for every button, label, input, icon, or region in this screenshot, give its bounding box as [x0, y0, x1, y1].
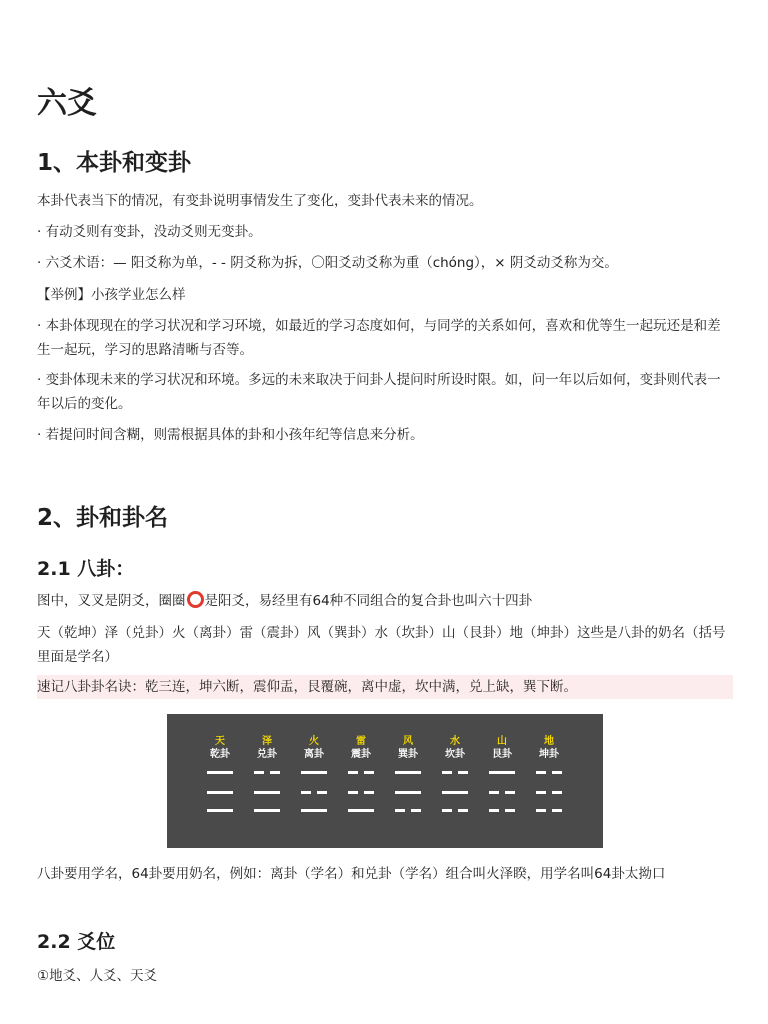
yin-line: [348, 791, 374, 794]
paragraph-text-after: 是阳爻，易经里有64种不同组合的复合卦也叫六十四卦: [204, 593, 533, 609]
subsection-2-1-paragraph-4: 八卦要用学名，64卦要用奶名，例如：离卦（学名）和兑卦（学名）组合叫火泽睽，用学名叫64卦太拗口: [37, 866, 666, 882]
trigram-nature-label: 雷: [356, 736, 366, 747]
section-1-heading: 1、本卦和变卦: [37, 150, 192, 176]
trigram-name-label: 坎卦: [445, 749, 465, 760]
yang-line: [254, 791, 280, 794]
subsection-2-2-paragraph-1: ①地爻、人爻、天爻: [37, 968, 158, 984]
yin-line: [536, 771, 562, 774]
red-circle-icon: [187, 591, 204, 608]
trigram-nature-label: 山: [497, 736, 507, 747]
section-1-paragraph-2: · 有动爻则有变卦，没动爻则无变卦。: [37, 224, 262, 240]
yin-line: [395, 809, 421, 812]
trigram-nature-label: 风: [403, 736, 413, 747]
yin-line: [442, 809, 468, 812]
trigram-name-label: 坤卦: [539, 749, 559, 760]
trigram-nature-label: 火: [309, 736, 319, 747]
trigram-1: [200, 714, 240, 848]
subsection-2-1-paragraph-1: [37, 589, 733, 613]
yin-line: [536, 809, 562, 812]
trigram-2: [247, 714, 287, 848]
trigram-3: [294, 714, 334, 848]
yin-line: [489, 809, 515, 812]
section-1-paragraph-7: · 若提问时间含糊，则需根据具体的卦和小孩年纪等信息来分析。: [37, 427, 424, 443]
trigram-name-label: 兑卦: [257, 749, 277, 760]
yin-line: [348, 771, 374, 774]
trigram-name-label: 乾卦: [210, 749, 230, 760]
page-title: 六爻: [37, 86, 97, 121]
trigram-7: [482, 714, 522, 848]
section-1-paragraph-6: · 变卦体现未来的学习状况和环境。多远的未来取决于问卦人提问时所设时限。如，问一年以后如何，变卦则代表一年以后的变化。: [37, 372, 721, 412]
yin-line: [442, 771, 468, 774]
yin-line: [489, 791, 515, 794]
paragraph-text-before: 图中，叉叉是阴爻，圈圈: [37, 593, 186, 609]
trigram-nature-label: 泽: [262, 736, 272, 747]
trigram-nature-label: 地: [544, 736, 554, 747]
trigram-nature-label: 水: [450, 736, 460, 747]
subsection-2-1-paragraph-2: 天（乾坤）泽（兑卦）火（离卦）雷（震卦）风（巽卦）水（坎卦）山（艮卦）地（坤卦）这些是八卦的奶名（括号里面是学名）: [37, 625, 726, 665]
yang-line: [348, 809, 374, 812]
yin-line: [301, 791, 327, 794]
trigram-nature-label: 天: [215, 736, 225, 747]
trigram-name-label: 震卦: [351, 749, 371, 760]
yin-line: [254, 771, 280, 774]
mnemonic-highlight: 速记八卦卦名诀：乾三连，坤六断，震仰盂，艮覆碗，离中虚，坎中满，兑上缺，巽下断。: [37, 675, 733, 699]
yang-line: [395, 791, 421, 794]
section-2-heading: 2、卦和卦名: [37, 505, 169, 531]
yin-line: [536, 791, 562, 794]
yang-line: [395, 771, 421, 774]
trigram-6: [435, 714, 475, 848]
trigram-5: [388, 714, 428, 848]
section-1-paragraph-3: · 六爻术语：— 阳爻称为单，- - 阴爻称为拆，〇阳爻动爻称为重（chóng），× 阴爻动爻称为交。: [37, 255, 618, 271]
trigram-8: [529, 714, 569, 848]
yang-line: [301, 771, 327, 774]
trigram-name-label: 离卦: [304, 749, 324, 760]
section-1-paragraph-1: 本卦代表当下的情况，有变卦说明事情发生了变化，变卦代表未来的情况。: [37, 193, 483, 209]
subsection-2-2-heading: 2.2 爻位: [37, 931, 116, 953]
trigram-name-label: 艮卦: [492, 749, 512, 760]
yang-line: [207, 809, 233, 812]
eight-trigrams-diagram: [167, 714, 603, 848]
yang-line: [442, 791, 468, 794]
yang-line: [489, 771, 515, 774]
subsection-2-1-heading: 2.1 八卦：: [37, 558, 135, 580]
section-1-paragraph-5: · 本卦体现现在的学习状况和学习环境，如最近的学习态度如何，与同学的关系如何，喜欢和优等生一起玩还是和差生一起玩，学习的思路清晰与否等。: [37, 318, 721, 358]
yang-line: [254, 809, 280, 812]
example-heading: 【举例】小孩学业怎么样: [37, 287, 186, 303]
trigram-4: [341, 714, 381, 848]
yang-line: [207, 791, 233, 794]
yang-line: [207, 771, 233, 774]
yang-line: [301, 809, 327, 812]
trigram-name-label: 巽卦: [398, 749, 418, 760]
